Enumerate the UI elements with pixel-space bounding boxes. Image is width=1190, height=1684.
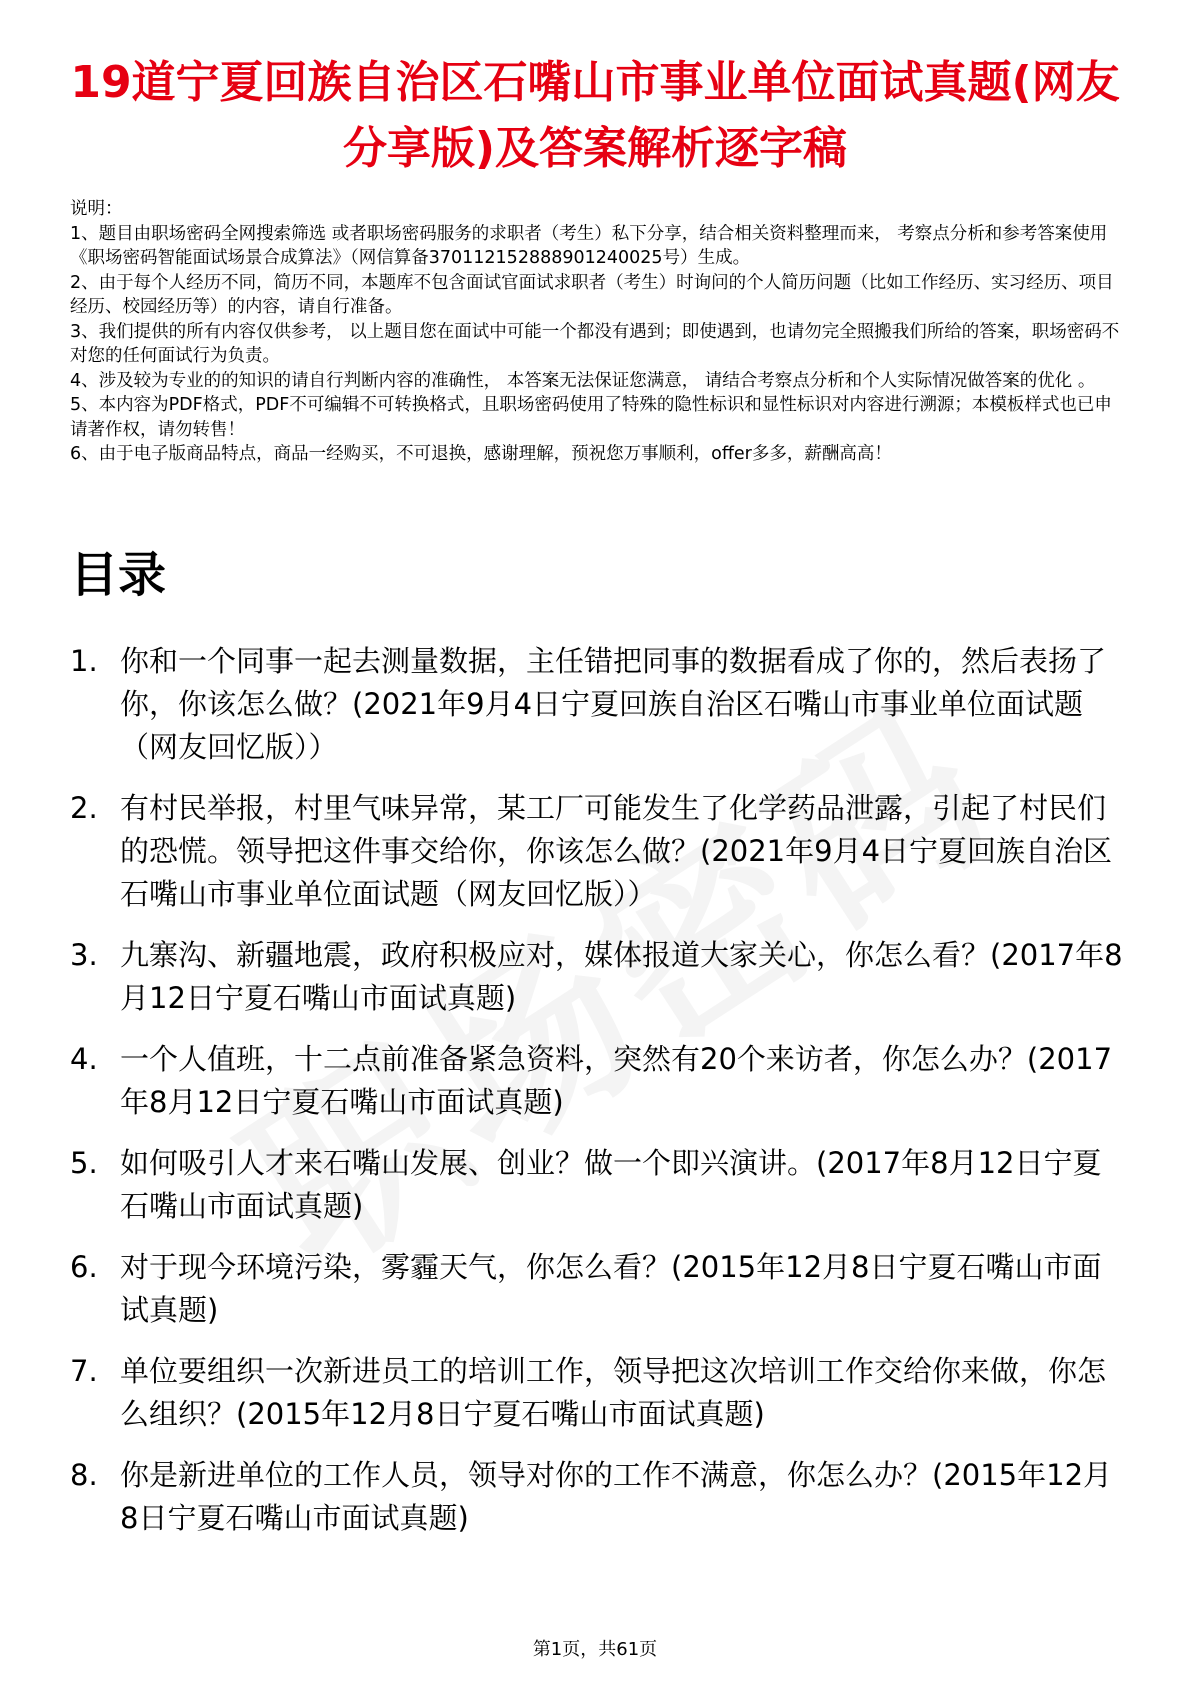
toc-item[interactable] bbox=[70, 1454, 1130, 1540]
toc-item-text[interactable]: 一个人值班，十二点前准备紧急资料，突然有20个来访者，你怎么办？(2017年8月12日宁夏石嘴山市面试真题) bbox=[120, 1042, 1113, 1119]
toc-item[interactable] bbox=[70, 787, 1130, 916]
toc-item-number: 3. bbox=[70, 938, 98, 972]
note-item: 2、由于每个人经历不同，简历不同，本题库不包含面试官面试求职者（考生）时询问的个人简历问题（比如工作经历、实习经历、项目经历、校园经历等）的内容，请自行准备。 bbox=[70, 272, 1114, 317]
toc-item-number: 4. bbox=[70, 1042, 98, 1076]
toc-item-text[interactable]: 有村民举报，村里气味异常，某工厂可能发生了化学药品泄露，引起了村民们的恐慌。领导把这件事交给你，你该怎么做？(2021年9月4日宁夏回族自治区石嘴山市事业单位面试题（网友回忆版）） bbox=[120, 791, 1113, 911]
toc-item[interactable] bbox=[70, 934, 1130, 1020]
toc-item[interactable] bbox=[70, 1246, 1130, 1332]
toc-item[interactable] bbox=[70, 1350, 1130, 1436]
toc-item-number: 7. bbox=[70, 1354, 98, 1388]
page-footer: 第1页，共61页 bbox=[532, 1639, 658, 1660]
toc-item-number: 1. bbox=[70, 644, 98, 678]
toc-item-number: 6. bbox=[70, 1250, 98, 1284]
toc-item-number: 5. bbox=[70, 1146, 98, 1180]
notes-heading: 说明： bbox=[70, 199, 123, 219]
toc-list bbox=[70, 640, 1130, 1558]
document-title: 19道宁夏回族自治区石嘴山市事业单位面试真题(网友分享版)及答案解析逐字稿 bbox=[70, 57, 1120, 174]
toc-item-text[interactable]: 如何吸引人才来石嘴山发展、创业？做一个即兴演讲。(2017年8月12日宁夏石嘴山市面试真题) bbox=[120, 1146, 1102, 1223]
toc-item-number: 8. bbox=[70, 1458, 98, 1492]
toc-item[interactable] bbox=[70, 1038, 1130, 1124]
toc-item-text[interactable]: 单位要组织一次新进员工的培训工作，领导把这次培训工作交给你来做，你怎么组织？(2015年12月8日宁夏石嘴山市面试真题) bbox=[120, 1354, 1107, 1431]
note-item: 6、由于电子版商品特点，商品一经购买，不可退换，感谢理解，预祝您万事顺利，offer多多，薪酬高高！ bbox=[70, 444, 892, 464]
toc-item-text[interactable]: 你和一个同事一起去测量数据，主任错把同事的数据看成了你的，然后表扬了你，你该怎么做？(2021年9月4日宁夏回族自治区石嘴山市事业单位面试题（网友回忆版）） bbox=[120, 644, 1107, 764]
toc-item-text[interactable]: 你是新进单位的工作人员，领导对你的工作不满意，你怎么办？(2015年12月8日宁夏石嘴山市面试真题) bbox=[120, 1458, 1113, 1535]
toc-item[interactable] bbox=[70, 1142, 1130, 1228]
toc-heading: 目录 bbox=[70, 547, 167, 603]
note-item: 4、涉及较为专业的的知识的请自行判断内容的准确性， 本答案无法保证您满意， 请结合考察点分析和个人实际情况做答案的优化 。 bbox=[70, 370, 1096, 391]
toc-item-number: 2. bbox=[70, 791, 98, 825]
toc-item-text[interactable]: 九寨沟、新疆地震，政府积极应对，媒体报道大家关心，你怎么看？(2017年8月12日宁夏石嘴山市面试真题) bbox=[120, 938, 1123, 1015]
disclaimer-notes bbox=[70, 197, 1125, 467]
note-item: 1、题目由职场密码全网搜索筛选 或者职场密码服务的求职者（考生）私下分享，结合相关资料整理而来， 考察点分析和参考答案使用《职场密码智能面试场景合成算法》（网信算备370112152888901240025号）生成。 bbox=[70, 223, 1108, 268]
toc-item[interactable] bbox=[70, 640, 1130, 769]
toc-item-text[interactable]: 对于现今环境污染，雾霾天气，你怎么看？(2015年12月8日宁夏石嘴山市面试真题) bbox=[120, 1250, 1102, 1327]
note-item: 5、本内容为PDF格式，PDF不可编辑不可转换格式，且职场密码使用了特殊的隐性标识和显性标识对内容进行溯源；本模板样式也已申请著作权，请勿转售！ bbox=[70, 395, 1112, 440]
note-item: 3、我们提供的所有内容仅供参考， 以上题目您在面试中可能一个都没有遇到；即使遇到，也请勿完全照搬我们所给的答案，职场密码不对您的任何面试行为负责。 bbox=[70, 321, 1120, 366]
